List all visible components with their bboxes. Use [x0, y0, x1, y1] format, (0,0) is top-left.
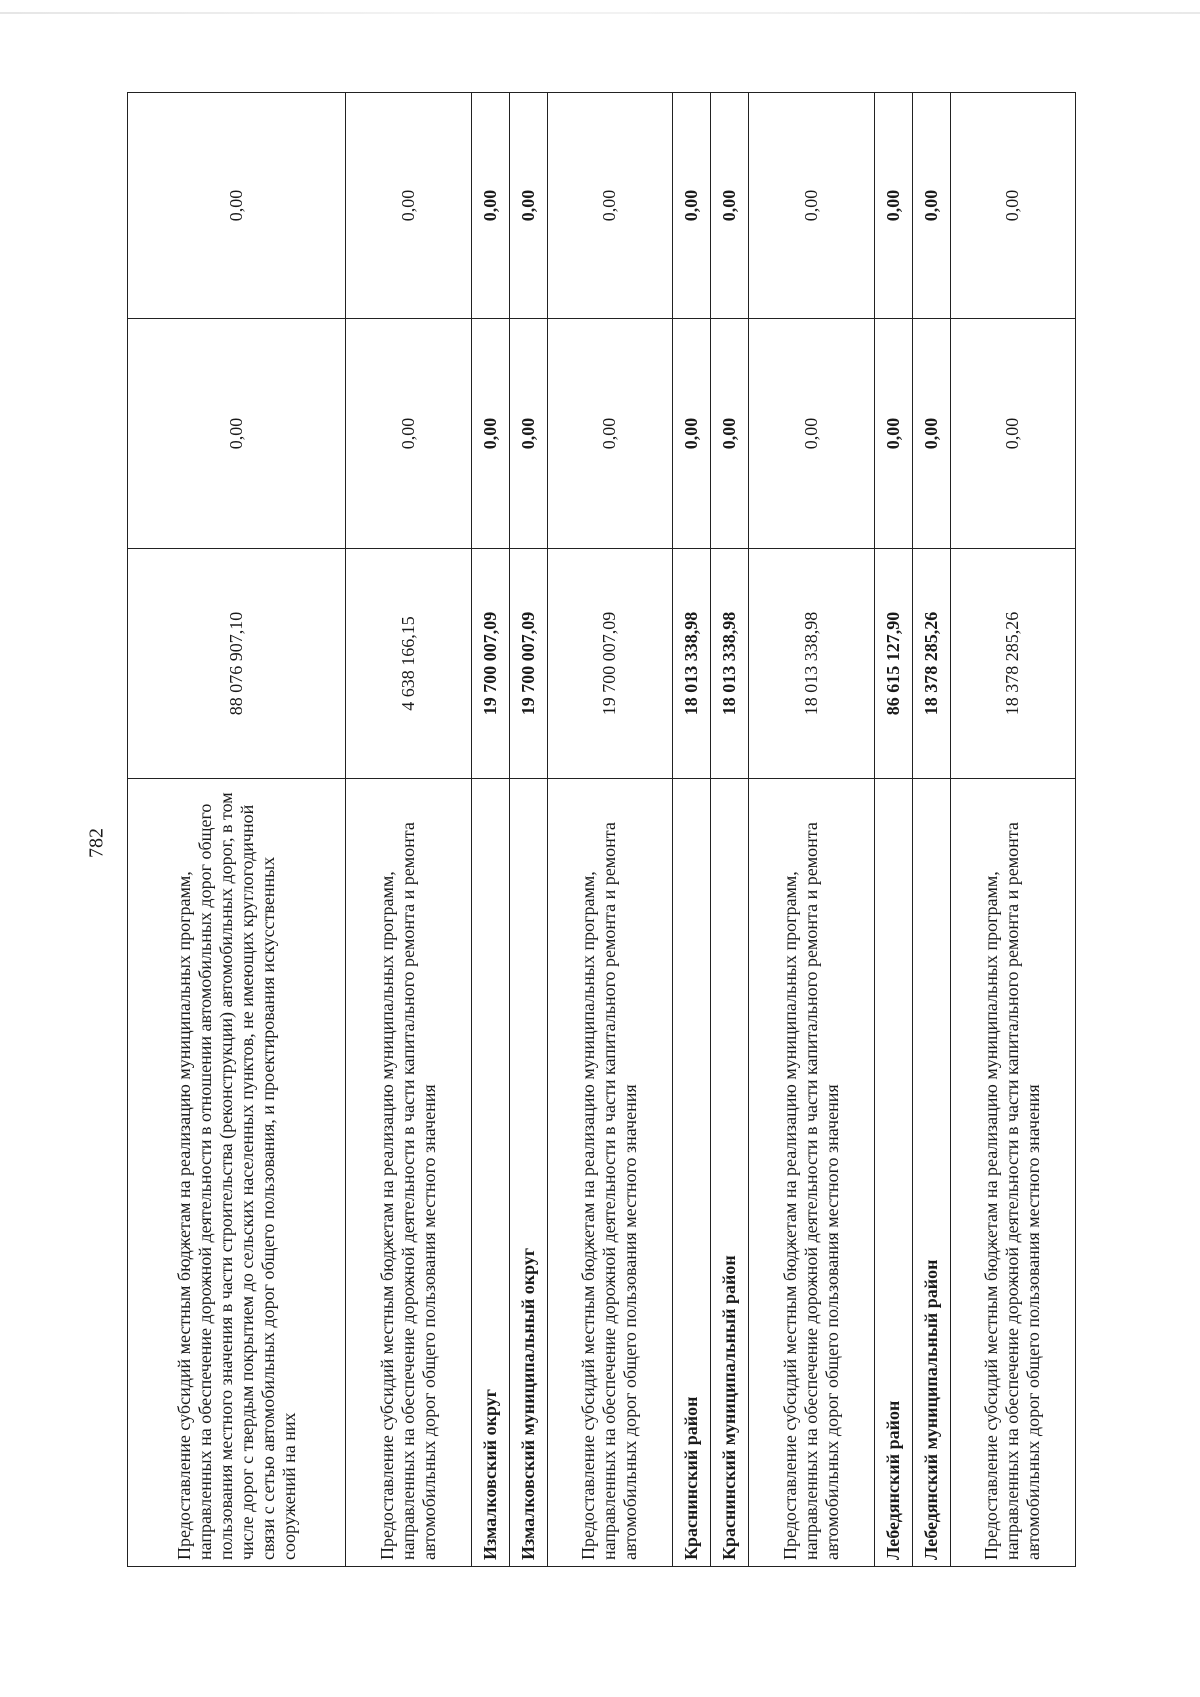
table-row [547, 93, 672, 1567]
table-row [471, 93, 509, 1567]
row-value-2: 0,00 [128, 319, 346, 549]
row-description: Предоставление субсидий местным бюджетам на реализацию муниципальных программ, направленных на обеспечение дорожной деятельности в части капитального ремонта и ремонта автомобильных дорог общего пользования местного значения [346, 779, 471, 1567]
table-row [673, 93, 711, 1567]
row-value-2: 0,00 [912, 319, 950, 549]
row-value-2: 0,00 [749, 319, 874, 549]
row-value-2: 0,00 [509, 319, 547, 549]
row-description: Лебедянский муниципальный район [912, 779, 950, 1567]
table-row [749, 93, 874, 1567]
row-value-1: 19 700 007,09 [547, 549, 672, 779]
row-value-3: 0,00 [128, 93, 346, 319]
table-row [128, 93, 346, 1567]
row-value-1: 19 700 007,09 [471, 549, 509, 779]
row-value-2: 0,00 [346, 319, 471, 549]
row-value-2: 0,00 [711, 319, 749, 549]
row-value-2: 0,00 [547, 319, 672, 549]
row-value-3: 0,00 [950, 93, 1075, 319]
row-value-1: 18 013 338,98 [749, 549, 874, 779]
row-description: Предоставление субсидий местным бюджетам на реализацию муниципальных программ, направленных на обеспечение дорожной деятельности в отношении автомобильных дорог общего пользования местного значения в части строительства (реконструкции) автомобильных дорог, в том числе дорог с твердым покрытием до сельских населенных пунктов, не имеющих круглогодичной связи с сетью автомобильных дорог общего пользования, и проектирования искусственных сооружений на них [128, 779, 346, 1567]
row-value-3: 0,00 [711, 93, 749, 319]
row-value-3: 0,00 [547, 93, 672, 319]
row-description: Краснинский муниципальный район [711, 779, 749, 1567]
row-value-3: 0,00 [874, 93, 912, 319]
row-value-1: 18 378 285,26 [950, 549, 1075, 779]
row-value-3: 0,00 [912, 93, 950, 319]
table-row [711, 93, 749, 1567]
row-value-3: 0,00 [509, 93, 547, 319]
row-value-1: 86 615 127,90 [874, 549, 912, 779]
row-value-3: 0,00 [749, 93, 874, 319]
row-value-2: 0,00 [673, 319, 711, 549]
budget-table [127, 92, 1076, 1567]
row-description: Предоставление субсидий местным бюджетам на реализацию муниципальных программ, направленных на обеспечение дорожной деятельности в части капитального ремонта и ремонта автомобильных дорог общего пользования местного значения [749, 779, 874, 1567]
row-description: Лебедянский район [874, 779, 912, 1567]
row-value-2: 0,00 [874, 319, 912, 549]
scan-top-edge [0, 12, 1200, 14]
table-row [346, 93, 471, 1567]
rotated-table-wrapper [127, 93, 1076, 1567]
row-value-1: 18 013 338,98 [711, 549, 749, 779]
row-description: Измалковский муниципальный округ [509, 779, 547, 1567]
table-row [912, 93, 950, 1567]
row-description: Предоставление субсидий местным бюджетам на реализацию муниципальных программ, направленных на обеспечение дорожной деятельности в части капитального ремонта и ремонта автомобильных дорог общего пользования местного значения [950, 779, 1075, 1567]
row-value-1: 88 076 907,10 [128, 549, 346, 779]
row-value-2: 0,00 [950, 319, 1075, 549]
row-value-1: 18 013 338,98 [673, 549, 711, 779]
row-value-1: 4 638 166,15 [346, 549, 471, 779]
table-row [509, 93, 547, 1567]
row-value-3: 0,00 [673, 93, 711, 319]
page-number: 782 [85, 828, 108, 858]
row-description: Краснинский район [673, 779, 711, 1567]
table-row [950, 93, 1075, 1567]
row-value-3: 0,00 [471, 93, 509, 319]
row-value-3: 0,00 [346, 93, 471, 319]
row-value-1: 18 378 285,26 [912, 549, 950, 779]
row-description: Предоставление субсидий местным бюджетам на реализацию муниципальных программ, направленных на обеспечение дорожной деятельности в части капитального ремонта и ремонта автомобильных дорог общего пользования местного значения [547, 779, 672, 1567]
row-description: Измалковский округ [471, 779, 509, 1567]
table-row [874, 93, 912, 1567]
row-value-2: 0,00 [471, 319, 509, 549]
row-value-1: 19 700 007,09 [509, 549, 547, 779]
